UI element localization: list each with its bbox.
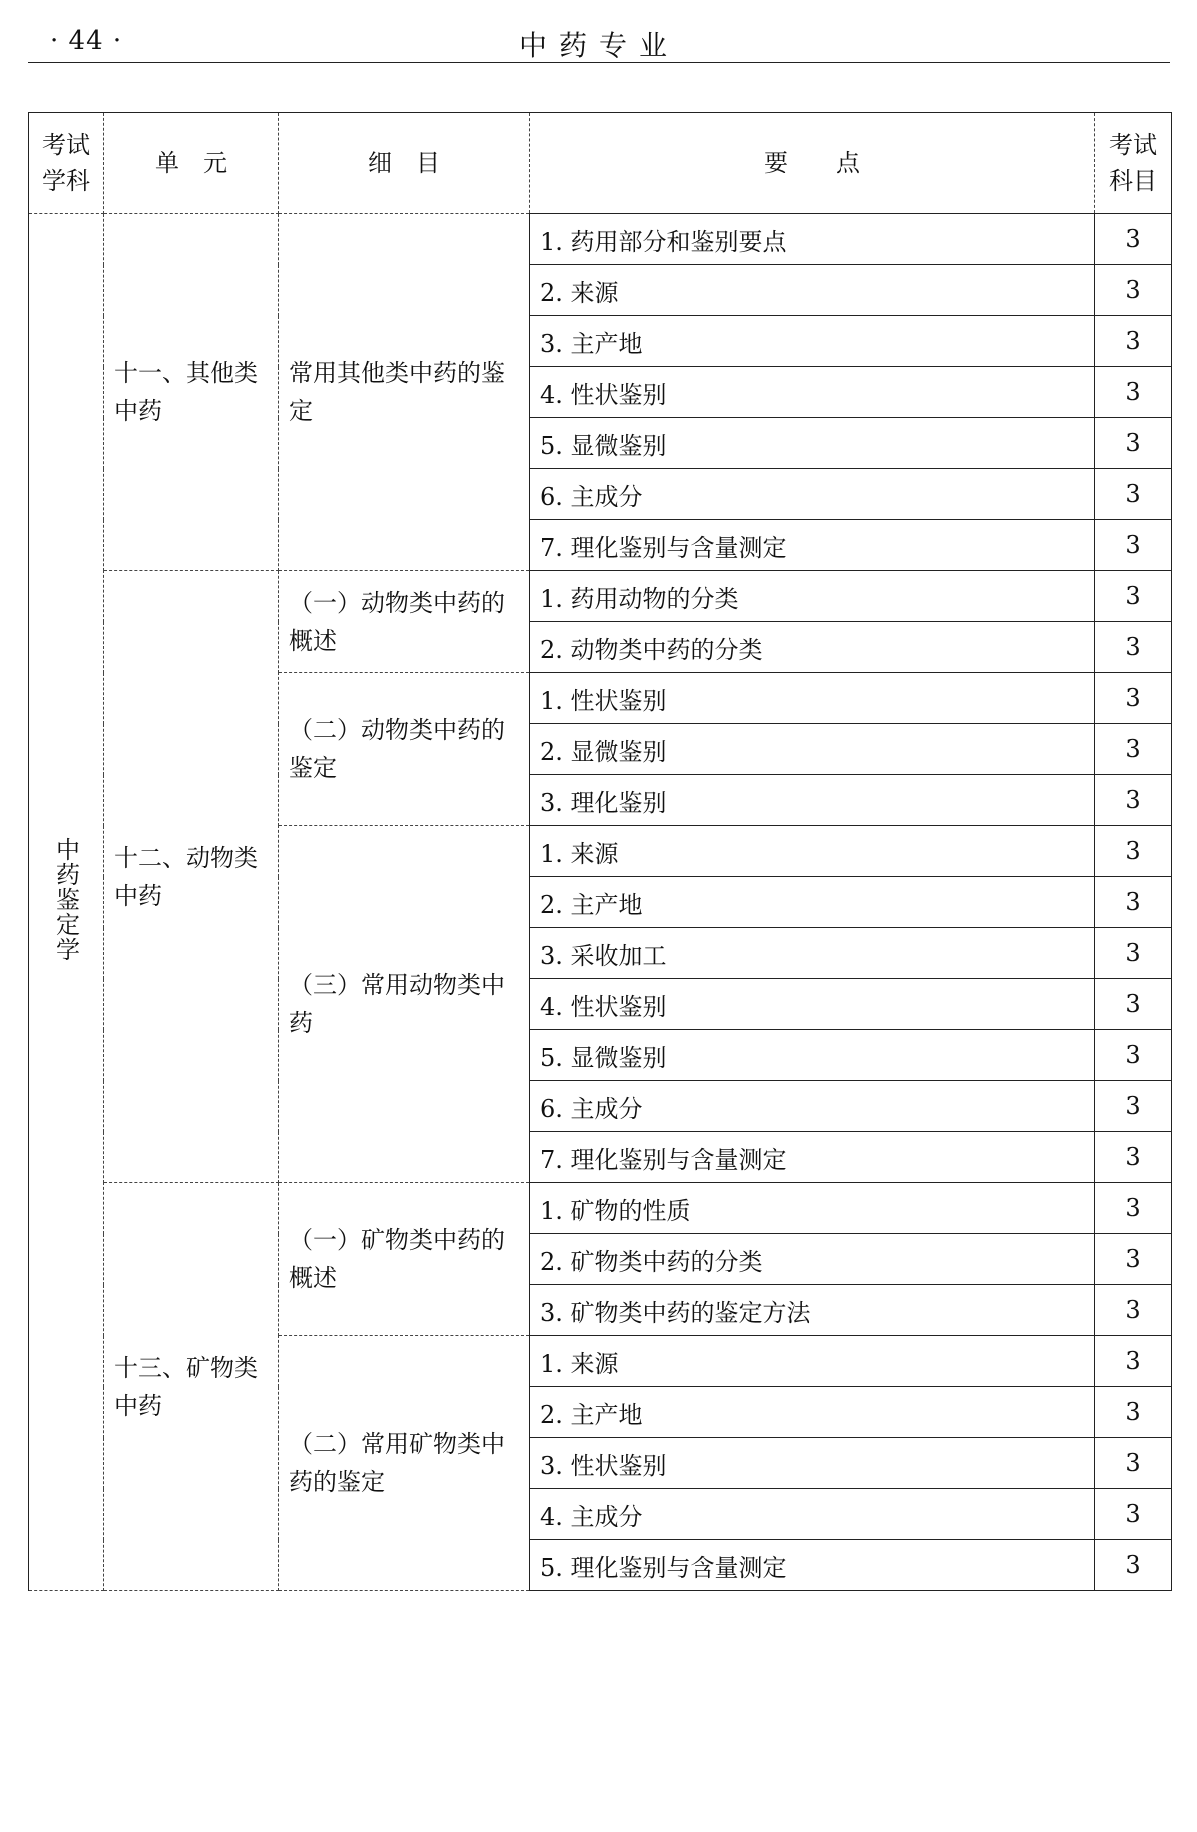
table-row — [29, 214, 1172, 265]
detail-label: （三）常用动物类中药 — [289, 971, 505, 1037]
point-cell: 6. 主成分 — [530, 1081, 1095, 1132]
unit-cell — [104, 214, 279, 571]
unit-label: 十一、其他类中药 — [114, 359, 258, 425]
score-cell: 3 — [1095, 826, 1172, 877]
table-row — [29, 1183, 1172, 1234]
exam-outline-table — [28, 112, 1172, 1591]
page-header — [28, 22, 1170, 63]
detail-cell — [279, 1336, 530, 1591]
detail-cell — [279, 571, 530, 673]
point-cell: 3. 主产地 — [530, 316, 1095, 367]
detail-label: （二）动物类中药的鉴定 — [289, 716, 505, 782]
score-cell: 3 — [1095, 265, 1172, 316]
column-header-score: 考试科目 — [1095, 113, 1172, 214]
point-cell: 4. 主成分 — [530, 1489, 1095, 1540]
point-cell: 1. 药用部分和鉴别要点 — [530, 214, 1095, 265]
detail-label: （二）常用矿物类中药的鉴定 — [289, 1430, 505, 1496]
score-cell: 3 — [1095, 418, 1172, 469]
detail-label: 常用其他类中药的鉴定 — [289, 359, 505, 425]
unit-cell — [104, 571, 279, 1183]
subject-cell — [29, 214, 104, 1591]
column-header-unit: 单 元 — [104, 113, 279, 214]
detail-cell — [279, 1183, 530, 1336]
unit-label: 十二、动物类中药 — [114, 843, 258, 910]
point-cell: 4. 性状鉴别 — [530, 979, 1095, 1030]
point-cell: 2. 来源 — [530, 265, 1095, 316]
point-cell: 5. 理化鉴别与含量测定 — [530, 1540, 1095, 1591]
point-cell: 1. 矿物的性质 — [530, 1183, 1095, 1234]
point-cell: 2. 主产地 — [530, 877, 1095, 928]
point-cell: 3. 采收加工 — [530, 928, 1095, 979]
table-row — [29, 571, 1172, 622]
score-cell: 3 — [1095, 1438, 1172, 1489]
table-header-row — [29, 113, 1172, 214]
point-cell: 7. 理化鉴别与含量测定 — [530, 520, 1095, 571]
score-cell: 3 — [1095, 724, 1172, 775]
point-cell: 2. 矿物类中药的分类 — [530, 1234, 1095, 1285]
score-cell: 3 — [1095, 979, 1172, 1030]
score-cell: 3 — [1095, 214, 1172, 265]
score-cell: 3 — [1095, 1387, 1172, 1438]
point-cell: 4. 性状鉴别 — [530, 367, 1095, 418]
score-cell: 3 — [1095, 928, 1172, 979]
score-cell: 3 — [1095, 1081, 1172, 1132]
detail-label: （一）矿物类中药的概述 — [289, 1226, 505, 1292]
point-cell: 5. 显微鉴别 — [530, 1030, 1095, 1081]
detail-cell — [279, 826, 530, 1183]
score-cell: 3 — [1095, 1540, 1172, 1591]
score-cell: 3 — [1095, 316, 1172, 367]
score-cell: 3 — [1095, 1234, 1172, 1285]
score-cell: 3 — [1095, 1132, 1172, 1183]
unit-cell — [104, 1183, 279, 1591]
score-cell: 3 — [1095, 1183, 1172, 1234]
point-cell: 2. 主产地 — [530, 1387, 1095, 1438]
score-cell: 3 — [1095, 571, 1172, 622]
point-cell: 3. 矿物类中药的鉴定方法 — [530, 1285, 1095, 1336]
detail-label: （一）动物类中药的概述 — [289, 588, 505, 655]
score-cell: 3 — [1095, 877, 1172, 928]
score-cell: 3 — [1095, 1489, 1172, 1540]
column-header-points: 要 点 — [530, 113, 1095, 214]
point-cell: 2. 动物类中药的分类 — [530, 622, 1095, 673]
point-cell: 3. 性状鉴别 — [530, 1438, 1095, 1489]
table-body — [29, 214, 1172, 1591]
column-header-subject: 考试学科 — [29, 113, 104, 214]
point-cell: 1. 来源 — [530, 1336, 1095, 1387]
score-cell: 3 — [1095, 622, 1172, 673]
page-number: · 44 · — [50, 26, 123, 56]
score-cell: 3 — [1095, 1030, 1172, 1081]
detail-cell — [279, 673, 530, 826]
point-cell: 6. 主成分 — [530, 469, 1095, 520]
score-cell: 3 — [1095, 673, 1172, 724]
point-cell: 1. 药用动物的分类 — [530, 571, 1095, 622]
score-cell: 3 — [1095, 520, 1172, 571]
detail-cell — [279, 214, 530, 571]
point-cell: 5. 显微鉴别 — [530, 418, 1095, 469]
score-cell: 3 — [1095, 775, 1172, 826]
point-cell: 1. 来源 — [530, 826, 1095, 877]
score-cell: 3 — [1095, 367, 1172, 418]
point-cell: 1. 性状鉴别 — [530, 673, 1095, 724]
unit-label: 十三、矿物类中药 — [114, 1353, 258, 1420]
subject-label: 中药鉴定学 — [51, 836, 80, 962]
column-header-detail: 细 目 — [279, 113, 530, 214]
point-cell: 2. 显微鉴别 — [530, 724, 1095, 775]
score-cell: 3 — [1095, 1336, 1172, 1387]
point-cell: 3. 理化鉴别 — [530, 775, 1095, 826]
running-title: 中药专业 — [518, 29, 679, 62]
point-cell: 7. 理化鉴别与含量测定 — [530, 1132, 1095, 1183]
score-cell: 3 — [1095, 1285, 1172, 1336]
score-cell: 3 — [1095, 469, 1172, 520]
